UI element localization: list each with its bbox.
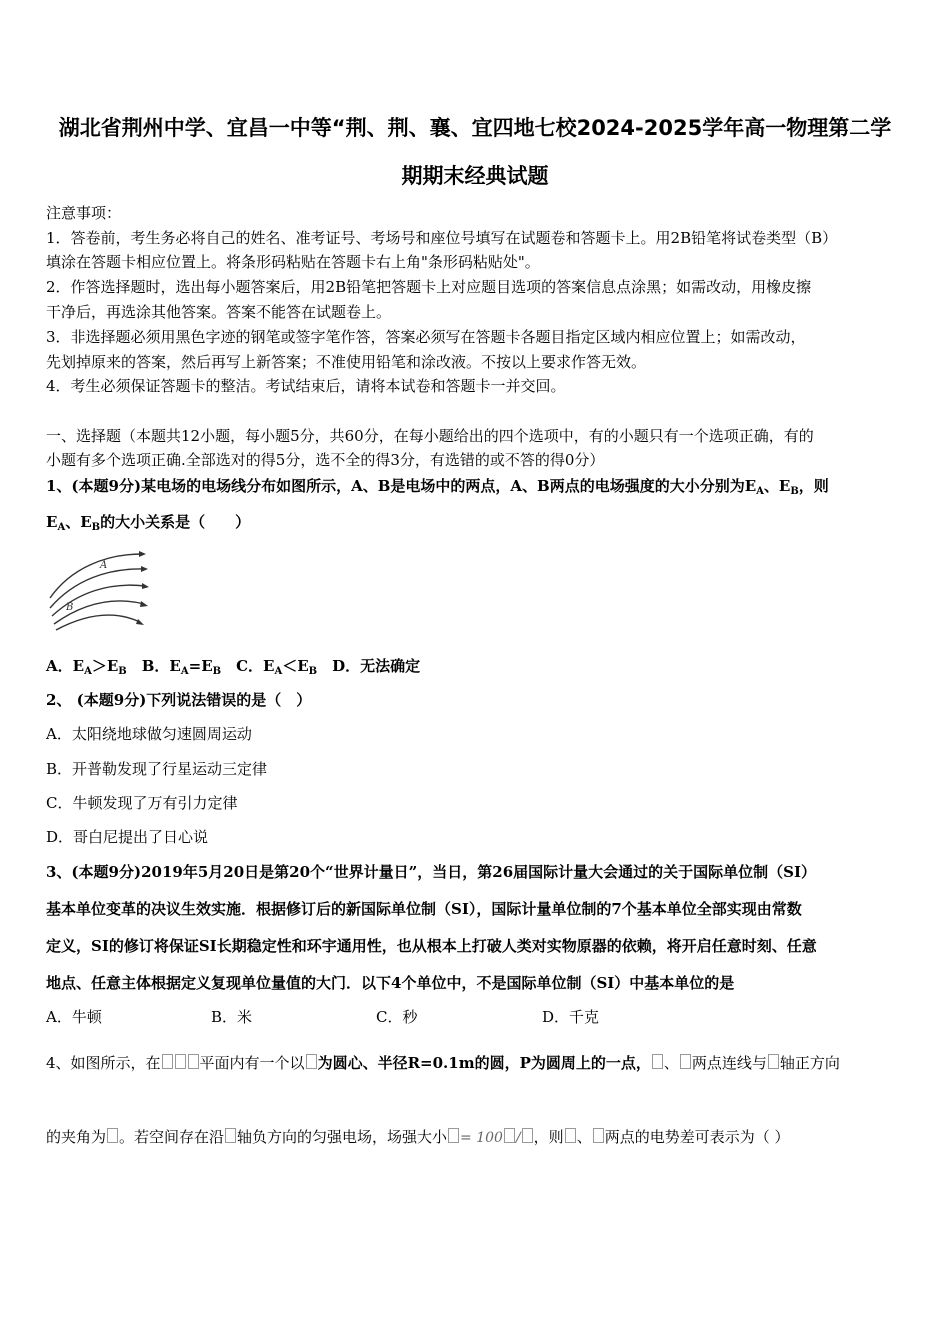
q4-text: 轴正方向: [779, 1054, 840, 1072]
q4-text: 两点的电势差可表示为（ ）: [604, 1128, 790, 1146]
formula-placeholder-icon: [652, 1054, 663, 1069]
formula-placeholder-icon: [107, 1128, 118, 1143]
notes-item: 填涂在答题卡相应位置上。将条形码粘贴在答题卡右上角"条形码粘贴处"。: [46, 253, 540, 271]
q1-text: 、E: [65, 513, 92, 531]
q3-stem-line: 地点、任意主体根据定义复现单位量值的大门．以下4个单位中，不是国际单位制（SI）中基本单位的是: [46, 974, 735, 992]
q3-option-a[interactable]: A．牛顿: [46, 1008, 102, 1026]
q4-formula: /: [515, 1130, 521, 1146]
q1-sub: B: [212, 666, 222, 677]
q1-text: ＞E: [91, 657, 119, 675]
arrowhead: [136, 619, 144, 625]
formula-placeholder-icon: [175, 1054, 186, 1069]
q2-stem: 2、 (本题9分)下列说法错误的是（ ）: [46, 691, 312, 709]
q4-stem-line-1: [46, 1053, 911, 1073]
title-line-2: 期期末经典试题: [401, 164, 549, 188]
q4-text: 、: [576, 1128, 592, 1146]
formula-placeholder-icon: [225, 1128, 236, 1143]
q1-text: E: [46, 513, 58, 531]
figure-label-a: A: [100, 560, 108, 571]
q1-sub: A: [57, 522, 66, 533]
formula-placeholder-icon: [306, 1054, 317, 1069]
q3-option-d[interactable]: D．千克: [542, 1008, 600, 1026]
q1-text: =E: [188, 657, 213, 675]
field-line: [56, 615, 140, 630]
section1-intro: 小题有多个选项正确.全部选对的得5分，选不全的得3分，有选错的或不答的得0分）: [46, 451, 605, 469]
q1-sub: B: [91, 522, 101, 533]
formula-placeholder-icon: [768, 1054, 779, 1069]
formula-placeholder-icon: [188, 1054, 199, 1069]
formula-placeholder-icon: [162, 1054, 173, 1069]
formula-placeholder-icon: [593, 1128, 604, 1143]
q1-sub: A: [180, 666, 189, 677]
q4-text: 两点连线与: [691, 1054, 767, 1072]
q2-option-b[interactable]: B．开普勒发现了行星运动三定律: [46, 760, 268, 778]
q1-text: 1、(本题9分)某电场的电场线分布如图所示，A、B是电场中的两点，A、B两点的电场强度的大小分别为E: [46, 477, 757, 495]
q4-text: ，则: [533, 1128, 564, 1146]
q3-option-b[interactable]: B．米: [211, 1008, 253, 1026]
q1-sub: B: [790, 486, 799, 497]
q3-stem-line: 3、(本题9分)2019年5月20日是第20个“世界计量日”，当日，第26届国际计量大会通过的关于国际单位制（SI）: [46, 863, 816, 881]
q3-option-c[interactable]: C．秒: [376, 1008, 418, 1026]
q2-option-d[interactable]: D．哥白尼提出了日心说: [46, 828, 209, 846]
notes-item: 干净后，再选涂其他答案。答案不能答在试题卷上。: [46, 303, 392, 321]
arrowhead: [140, 601, 148, 607]
q1-stem-line-2: [46, 512, 911, 538]
title-line-1: 湖北省荆州中学、宜昌一中等“荆、荆、襄、宜四地七校2024-2025学年高一物理第二学: [58, 116, 892, 140]
q4-text: 。若空间存在沿: [119, 1128, 225, 1146]
arrowhead: [141, 566, 148, 572]
notes-item: 先划掉原来的答案，然后再写上新答案；不准使用铅笔和涂改液。不按以上要求作答无效。: [46, 353, 647, 371]
arrowhead: [142, 583, 149, 589]
q4-text: 轴负方向的匀强电场，场强大小: [237, 1128, 448, 1146]
formula-placeholder-icon: [565, 1128, 576, 1143]
formula-placeholder-icon: [448, 1128, 459, 1143]
q1-text: 的大小关系是（ ）: [100, 513, 251, 531]
figure-label-b: B: [66, 602, 74, 613]
option-c[interactable]: C．E: [221, 657, 275, 675]
q1-sub: B: [118, 666, 127, 677]
q4-stem-line-2: [46, 1127, 911, 1148]
q1-text: ＜E: [282, 657, 309, 675]
q3-stem-line: 定义，SI的修订将保证SI长期稳定性和环宇通用性，也从根本上打破人类对实物原器的依赖，将开启任意时刻、任意: [46, 937, 817, 955]
q4-text: 的夹角为: [46, 1128, 107, 1146]
arrowhead: [139, 551, 146, 557]
q1-sub: A: [274, 666, 283, 677]
q4-text: 4、如图所示，在: [46, 1054, 161, 1072]
q3-stem-line: 基本单位变革的决议生效实施．根据修订后的新国际单位制（SI），国际计量单位制的7个基本单位全部实现由常数: [46, 900, 802, 918]
notes-item: 3．非选择题必须用黑色字迹的钢笔或签字笔作答，答案必须写在答题卡各题目指定区域内相应位置上；如需改动，: [46, 328, 806, 346]
option-b[interactable]: B．E: [126, 657, 181, 675]
q2-option-c[interactable]: C．牛顿发现了万有引力定律: [46, 794, 238, 812]
notes-heading: 注意事项：: [46, 204, 122, 222]
q1-text: ，则: [798, 477, 829, 495]
q4-formula: = 100: [460, 1130, 503, 1146]
electric-field-lines-figure: [46, 548, 156, 632]
q1-text: 、E: [763, 477, 791, 495]
section1-intro: 一、选择题（本题共12小题，每小题5分，共60分，在每小题给出的四个选项中，有的小题只有一个选项正确，有的: [46, 427, 814, 445]
q1-sub: A: [756, 486, 764, 497]
q2-option-a[interactable]: A．太阳绕地球做匀速圆周运动: [46, 725, 252, 743]
formula-placeholder-icon: [504, 1128, 515, 1143]
q1-sub: A: [84, 666, 92, 677]
q4-text: 平面内有一个以: [199, 1054, 305, 1072]
q1-stem-line-1: [46, 476, 911, 502]
notes-item: 4．考生必须保证答题卡的整洁。考试结束后，请将本试卷和答题卡一并交回。: [46, 377, 566, 395]
q1-options: [46, 656, 911, 682]
notes-item: 2．作答选择题时，选出每小题答案后，用2B铅笔把答题卡上对应题目选项的答案信息点涂黑；如需改动，用橡皮擦: [46, 278, 812, 296]
option-a[interactable]: A．E: [46, 657, 85, 675]
formula-placeholder-icon: [680, 1054, 691, 1069]
q1-sub: B: [308, 666, 318, 677]
q4-text: 、: [663, 1054, 679, 1072]
formula-placeholder-icon: [522, 1128, 533, 1143]
q4-text: 为圆心、半径R=0.1m的圆，P为圆周上的一点，: [317, 1054, 651, 1072]
notes-item: 1．答卷前，考生务必将自己的姓名、准考证号、考场号和座位号填写在试题卷和答题卡上。用2B铅笔将试卷类型（B）: [46, 229, 838, 247]
option-d[interactable]: D．无法确定: [317, 657, 421, 675]
